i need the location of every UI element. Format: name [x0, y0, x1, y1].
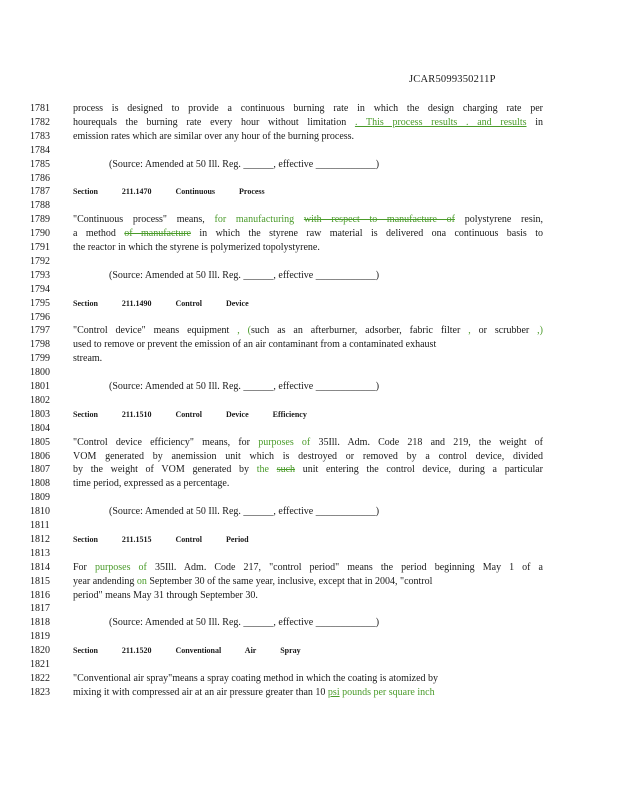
document-line [0, 616, 618, 629]
section-heading [73, 644, 543, 657]
text-run: period" means May 31 through September 30. [73, 589, 258, 601]
inserted-text: on [136, 575, 147, 587]
deleted-text: with respect to manufacture of [303, 214, 455, 226]
text-run: the reactor in which the styrene is polymerized topolystyrene. [73, 242, 320, 253]
line-number: 1817 [30, 603, 50, 615]
text-run: in which the styrene raw material is delivered ona continuous basis to [190, 228, 543, 240]
line-number: 1781 [30, 103, 50, 114]
line-text [73, 352, 543, 365]
line-text [73, 477, 543, 490]
section-heading [73, 297, 543, 310]
document-line [0, 450, 618, 463]
text-run: by the weight of VOM generated by [73, 464, 257, 476]
line-number: 1819 [30, 631, 50, 643]
text-run: VOM generated by anemission unit which is destroyed or removed by a control device, divided [73, 450, 543, 462]
section-heading [73, 533, 543, 546]
source-note [109, 269, 439, 282]
document-line [0, 380, 618, 393]
document-line [0, 213, 618, 226]
line-number: 1794 [30, 283, 50, 295]
text-run: September 30 of the same year, inclusive, except that in 2004, "control [146, 575, 433, 587]
line-number: 1823 [30, 686, 50, 698]
document-line [0, 630, 618, 643]
section-heading [73, 185, 543, 198]
text-run: year andending [73, 575, 137, 587]
line-number: 1818 [30, 617, 50, 629]
line-number: 1812 [30, 533, 50, 545]
section-heading [73, 408, 543, 421]
line-number: 1810 [30, 506, 50, 518]
inserted-text: purposes of [94, 561, 147, 573]
line-text [73, 102, 543, 115]
line-number: 1790 [30, 228, 50, 240]
line-number: 1820 [30, 645, 50, 657]
text-run: (Source: Amended at 50 Ill. Reg. ______, effective ____________) [109, 269, 380, 281]
document-line [0, 199, 618, 212]
text-run: time period, expressed as a percentage. [73, 478, 230, 490]
line-number: 1821 [30, 659, 50, 670]
document-line [0, 324, 618, 337]
line-number: 1786 [30, 172, 50, 184]
text-run: Section 211.1470 Continuous Process [73, 187, 265, 197]
line-text [73, 227, 543, 240]
text-run: such as an afterburner, adsorber, fabric filter [250, 325, 469, 337]
line-text [73, 686, 543, 699]
document-line [0, 185, 618, 198]
line-number: 1798 [30, 339, 50, 351]
line-text [73, 575, 543, 588]
text-run: in [526, 116, 543, 128]
line-number: 1789 [30, 214, 50, 226]
line-number: 1783 [30, 130, 50, 142]
line-number: 1805 [30, 436, 50, 448]
document-line [0, 422, 618, 435]
line-text [73, 338, 543, 351]
document-line [0, 130, 618, 143]
document-line [0, 338, 618, 351]
line-number: 1800 [30, 367, 50, 379]
line-text [73, 241, 543, 254]
document-line [0, 463, 618, 476]
line-text [73, 213, 543, 226]
text-run: Section 211.1510 Control Device Efficiency [73, 409, 307, 419]
text-run: stream. [73, 353, 103, 365]
document-line [0, 686, 618, 699]
inserted-text: the [256, 464, 269, 476]
text-run: "Control device efficiency" means, for [73, 436, 259, 448]
line-text [73, 324, 543, 337]
line-number: 1804 [30, 422, 50, 434]
document-header-code: JCAR5099350211P [409, 74, 496, 85]
text-run: "Control device" means equipment [73, 325, 238, 337]
deleted-text: such [276, 464, 296, 476]
document-line [0, 366, 618, 379]
text-run: "Conventional air spray"means a spray coating method in which the coating is atomized by [73, 672, 439, 684]
text-run [294, 214, 304, 225]
text-run: unit entering the control device, during a particular [295, 464, 543, 476]
document-line [0, 589, 618, 602]
document-line [0, 144, 618, 157]
text-run: used to remove or prevent the emission of an air contaminant from a contaminated exhaust [73, 339, 437, 351]
text-run: Section 211.1515 Control Period [73, 534, 249, 544]
line-number: 1815 [30, 575, 50, 587]
line-number: 1809 [30, 492, 50, 504]
line-text [73, 463, 543, 476]
line-number: 1787 [30, 186, 50, 198]
text-run: (Source: Amended at 50 Ill. Reg. ______, effective ____________) [109, 617, 380, 629]
line-number: 1813 [30, 547, 50, 559]
document-line [0, 477, 618, 490]
inserted-text: for manufacturing [214, 214, 295, 226]
line-number: 1792 [30, 255, 50, 267]
document-line [0, 255, 618, 268]
line-number: 1793 [30, 269, 50, 281]
line-text [73, 436, 543, 449]
source-note [109, 158, 439, 171]
document-line [0, 575, 618, 588]
text-run: (Source: Amended at 50 Ill. Reg. ______, effective ____________) [109, 506, 380, 518]
document-line [0, 227, 618, 240]
line-number: 1797 [30, 325, 50, 337]
document-line [0, 519, 618, 532]
text-run [269, 464, 277, 475]
text-run: hourequals the burning rate every hour without limitation [73, 116, 355, 128]
line-number: 1816 [30, 589, 50, 601]
document-line [0, 644, 618, 657]
source-note [109, 380, 439, 393]
document-line [0, 158, 618, 171]
inserted-text: psi [327, 686, 340, 698]
line-number: 1807 [30, 464, 50, 476]
line-number: 1803 [30, 408, 50, 420]
document-line [0, 269, 618, 282]
text-run: (Source: Amended at 50 Ill. Reg. ______, effective ____________) [109, 158, 380, 170]
line-text [73, 450, 543, 463]
document-line [0, 297, 618, 310]
document-line [0, 172, 618, 185]
line-text [73, 589, 543, 602]
line-number: 1791 [30, 242, 50, 253]
line-number: 1811 [30, 520, 50, 531]
document-line [0, 602, 618, 615]
document-line [0, 505, 618, 518]
source-note [109, 505, 439, 518]
text-run: Section 211.1520 Conventional Air Spray [73, 646, 301, 656]
line-text [73, 116, 543, 129]
document-line [0, 658, 618, 671]
line-number: 1782 [30, 116, 50, 128]
inserted-text: . This process results . and results [354, 116, 527, 128]
document-line [0, 491, 618, 504]
line-number: 1808 [30, 478, 50, 490]
document-line [0, 352, 618, 365]
text-run: process is designed to provide a continuous burning rate in which the design charging rate per [73, 103, 543, 114]
line-text [73, 672, 543, 685]
text-run: 35Ill. Adm. Code 218 and 219, the weight of [310, 436, 543, 448]
document-line [0, 394, 618, 407]
document-line [0, 241, 618, 254]
inserted-text: , [468, 325, 471, 337]
line-number: 1806 [30, 450, 50, 462]
document-line [0, 408, 618, 421]
text-run: polystyrene resin, [454, 214, 543, 226]
line-number: 1822 [30, 672, 50, 684]
document-line [0, 116, 618, 129]
text-run: Section 211.1490 Control Device [73, 298, 249, 308]
line-text [73, 130, 543, 143]
text-run: 35Ill. Adm. Code 217, "control period" means the period beginning May 1 of a [146, 561, 543, 573]
line-number: 1795 [30, 297, 50, 309]
document-line [0, 283, 618, 296]
document-line [0, 533, 618, 546]
line-number: 1784 [30, 144, 50, 156]
text-run: emission rates which are similar over any hour of the burning process. [73, 130, 355, 142]
deleted-text: of manufacture [124, 228, 191, 240]
document-line [0, 436, 618, 449]
document-line [0, 102, 618, 115]
line-number: 1788 [30, 200, 50, 212]
inserted-text: ,) [537, 325, 543, 337]
inserted-text: , ( [237, 325, 251, 337]
line-number: 1814 [30, 561, 50, 573]
document-line [0, 672, 618, 685]
text-run: "Continuous process" means, [73, 214, 215, 226]
text-run: mixing it with compressed air at an air pressure greater than 10 [73, 686, 328, 698]
text-run: For [73, 561, 95, 573]
inserted-text: pounds per square inch [342, 686, 435, 698]
document-line [0, 547, 618, 560]
line-text [73, 561, 543, 574]
document-line [0, 561, 618, 574]
inserted-text: purposes of [258, 436, 311, 448]
text-run: a method [73, 228, 125, 240]
document-line [0, 311, 618, 324]
line-number: 1799 [30, 353, 50, 365]
text-run: or scrubber [470, 325, 538, 337]
line-number: 1801 [30, 381, 50, 392]
source-note [109, 616, 439, 629]
line-number: 1796 [30, 311, 50, 323]
line-number: 1785 [30, 158, 50, 170]
line-number: 1802 [30, 394, 50, 406]
text-run: (Source: Amended at 50 Ill. Reg. ______, effective ____________) [109, 381, 380, 392]
